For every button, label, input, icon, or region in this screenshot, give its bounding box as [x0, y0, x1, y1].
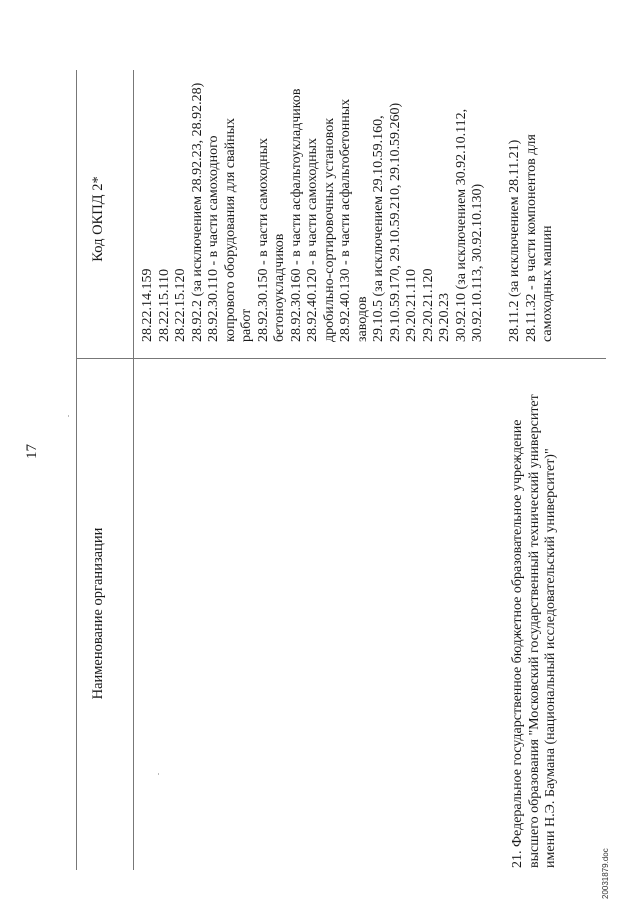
code-line: работ — [239, 308, 254, 342]
code-line: 28.92.2 (за исключением 28.92.23, 28.92.28) — [189, 82, 205, 342]
code-line: 28.92.40.130 - в части асфальтобетонных — [338, 98, 353, 342]
code-line: 29.20.21.110 — [404, 269, 419, 342]
code-line: 28.22.15.120 — [173, 268, 188, 342]
code-line: 28.11.32 - в части компонентов для — [523, 134, 539, 342]
prev-row-codes — [140, 82, 487, 342]
code-line: 30.92.10 (за исключением 30.92.10.112, — [453, 108, 469, 342]
code-line: 30.92.10.113, 30.92.10.130) — [470, 183, 485, 342]
header-org-name: Наименование организации — [90, 527, 106, 700]
table-top-border — [76, 70, 77, 870]
org-line: 21. Федеральное государственное бюджетное образовательное учреждение — [510, 419, 525, 868]
code-line: 28.11.2 (за исключением 28.11.21) — [507, 139, 522, 342]
header-okpd-code: Код ОКПД 2* — [90, 176, 106, 262]
code-line: 28.22.15.110 — [156, 269, 172, 342]
org-21-name — [510, 348, 560, 868]
scan-speck — [158, 773, 159, 775]
code-line: 28.92.30.150 - в части самоходных — [255, 137, 271, 342]
code-line: бетоноукладчиков — [272, 233, 287, 342]
code-line: заводов — [354, 296, 370, 342]
org-line: имени Н.Э. Баумана (национальный исследовательский университет)" — [543, 448, 558, 868]
code-line: 29.10.59.170, 29.10.59.210, 29.10.59.260) — [387, 102, 403, 342]
page-number: 17 — [24, 444, 40, 459]
org-21-codes — [507, 87, 557, 342]
code-line: копрового оборудования для свайных — [222, 117, 238, 342]
code-line: 28.22.14.159 — [140, 268, 155, 342]
scan-speck — [68, 415, 69, 417]
code-line: 28.92.30.160 - в части асфальтоукладчиков — [288, 88, 304, 342]
code-line: 29.10.5 (за исключением 29.10.59.160, — [371, 115, 386, 342]
org-line: высшего образования "Московский государственный технический университет — [526, 394, 542, 868]
header-bottom-border — [133, 70, 134, 870]
document-reference: 20031879.doc — [601, 848, 610, 899]
code-line: 28.92.40.120 - в части самоходных — [305, 137, 320, 342]
code-line: 29.20.21.120 — [420, 268, 436, 342]
code-line: самоходных машин — [540, 225, 555, 342]
code-line: 29.20.23 — [437, 293, 452, 342]
code-line: дробильно-сортировочных установок — [321, 117, 337, 342]
code-line: 28.92.30.110 - в части самоходного — [206, 135, 221, 342]
